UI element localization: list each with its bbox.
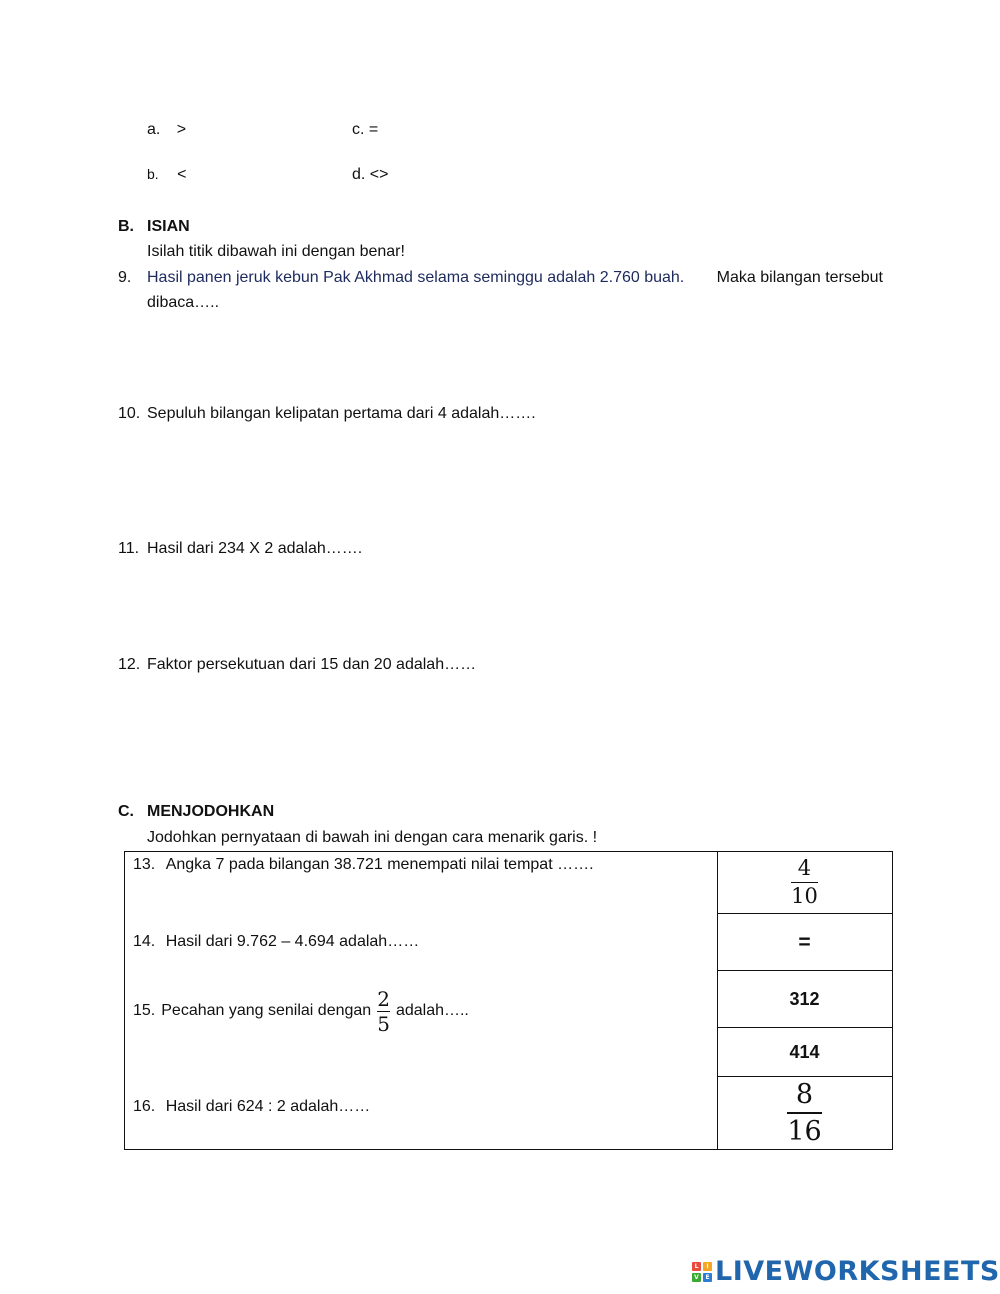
answer-fraction xyxy=(791,855,818,908)
option-b-symbol: < xyxy=(177,166,187,183)
section-c-label: C. xyxy=(118,803,134,820)
answer-312[interactable]: 312 xyxy=(717,970,892,1028)
question-9-number: 9. xyxy=(118,269,132,286)
section-c-title: MENJODOHKAN xyxy=(147,803,275,820)
statement-15-text-after: adalah….. xyxy=(395,1002,469,1019)
statement-16 xyxy=(133,1098,370,1116)
statement-15-text: Pecahan yang senilai dengan xyxy=(161,1002,372,1019)
fraction-denominator: 16 xyxy=(787,1116,822,1147)
option-d: d. <> xyxy=(352,166,389,183)
question-9-line2: dibaca….. xyxy=(147,294,220,311)
question-9-text: Hasil panen jeruk kebun Pak Akhmad selama seminggu adalah 2.760 buah. xyxy=(147,269,685,286)
fraction-denominator: 5 xyxy=(377,1011,390,1036)
fraction-denominator: 10 xyxy=(791,883,818,908)
option-a-letter: a. xyxy=(147,121,161,138)
answer-equals[interactable]: = xyxy=(717,913,892,971)
logo-text: LIVEWORKSHEETS xyxy=(715,1256,1000,1287)
statement-14-number: 14. xyxy=(133,933,156,950)
answer-fraction-large xyxy=(787,1081,821,1145)
statement-13-text: Angka 7 pada bilangan 38.721 menempati nilai tempat ……. xyxy=(165,856,594,873)
logo-grid-icon: L I V E xyxy=(692,1262,712,1282)
section-c-instruction: Jodohkan pernyataan di bawah ini dengan cara menarik garis. ! xyxy=(147,829,598,846)
question-9-line1 xyxy=(147,269,883,287)
fraction-numerator: 8 xyxy=(795,1079,814,1110)
option-b xyxy=(147,166,186,184)
option-a xyxy=(147,121,186,139)
section-b-label: B. xyxy=(118,218,134,235)
statement-15-number: 15. xyxy=(133,1002,156,1019)
section-b-title: ISIAN xyxy=(147,218,190,235)
question-11-number: 11. xyxy=(118,540,140,557)
statement-14 xyxy=(133,933,419,951)
liveworksheets-logo xyxy=(692,1256,1000,1287)
question-12-number: 12. xyxy=(118,656,141,673)
statement-13-number: 13. xyxy=(133,856,156,873)
fraction-numerator: 4 xyxy=(797,855,812,880)
option-b-letter: b. xyxy=(147,166,159,182)
answer-414[interactable]: 414 xyxy=(717,1027,892,1077)
answer-fraction-8-16[interactable] xyxy=(717,1076,892,1149)
option-c: c. = xyxy=(352,121,379,138)
question-11-text: Hasil dari 234 X 2 adalah……. xyxy=(147,540,363,557)
question-12-text: Faktor persekutuan dari 15 dan 20 adalah…… xyxy=(147,656,477,673)
question-10-number: 10. xyxy=(118,405,141,422)
answer-fraction-4-10[interactable] xyxy=(717,852,892,912)
fraction-numerator: 2 xyxy=(377,986,390,1011)
question-10-text: Sepuluh bilangan kelipatan pertama dari 4 adalah……. xyxy=(147,405,536,422)
statement-15-fraction xyxy=(377,986,390,1036)
statement-15 xyxy=(133,983,469,1039)
statement-13 xyxy=(133,856,594,874)
statement-16-number: 16. xyxy=(133,1098,156,1115)
option-a-symbol: > xyxy=(176,121,187,138)
section-b-instruction: Isilah titik dibawah ini dengan benar! xyxy=(147,243,405,260)
question-9-text-b: Maka bilangan tersebut xyxy=(716,269,883,286)
statement-14-text: Hasil dari 9.762 – 4.694 adalah…… xyxy=(165,933,420,950)
statement-16-text: Hasil dari 624 : 2 adalah…… xyxy=(165,1098,371,1115)
